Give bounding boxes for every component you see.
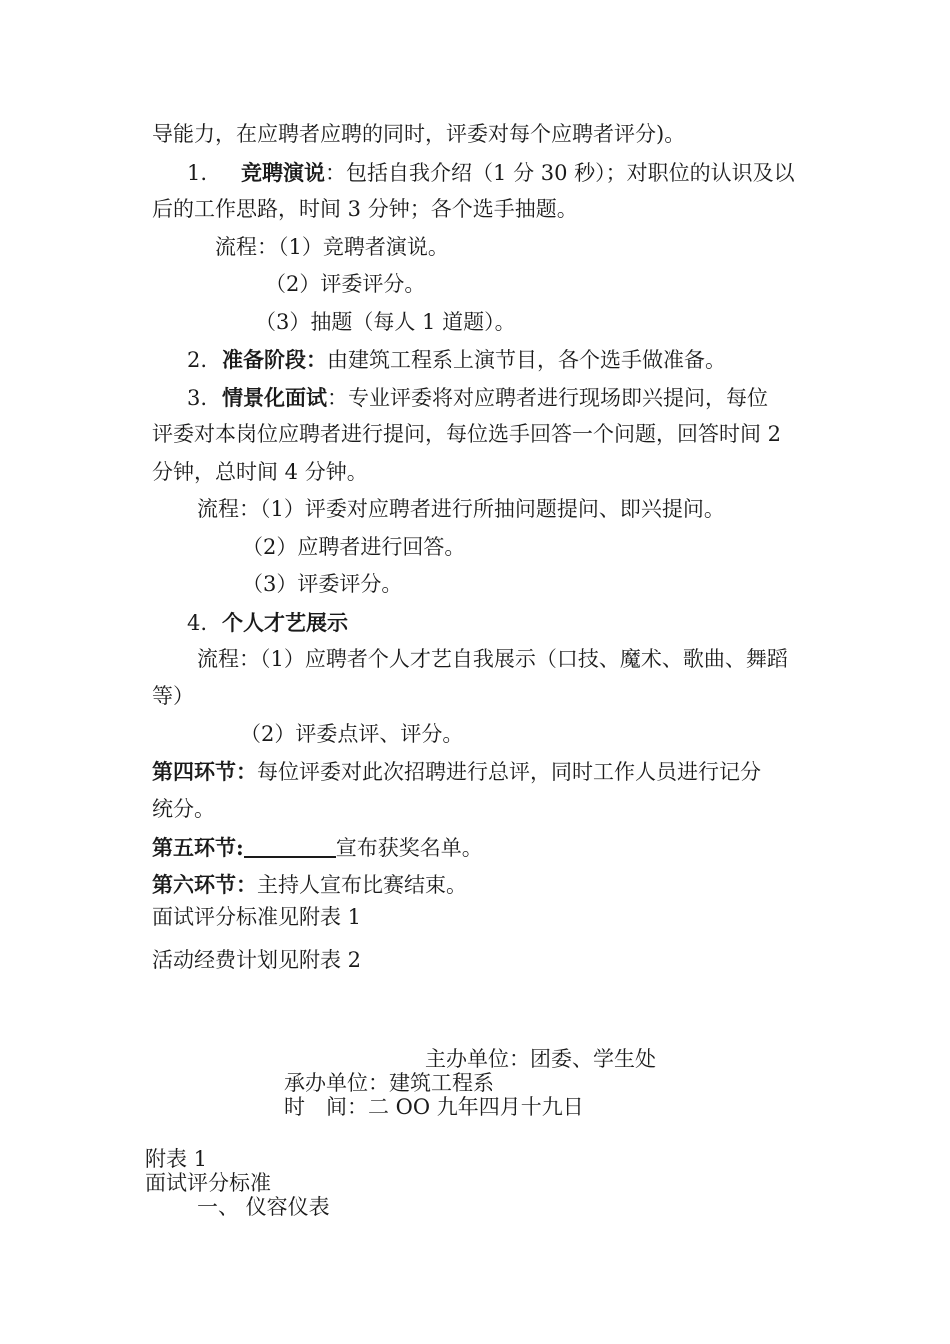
section-title: 第六环节： bbox=[152, 872, 257, 897]
organizer-line: 主办单位：团委、学生处 bbox=[425, 1047, 656, 1071]
paragraph-line: 导能力，在应聘者应聘的同时，评委对每个应聘者评分)。 bbox=[152, 122, 686, 146]
section-title: 第四环节： bbox=[152, 759, 257, 784]
section-four bbox=[152, 761, 761, 783]
flow-step: （2）应聘者进行回答。 bbox=[242, 535, 466, 559]
list-number: 1. bbox=[187, 161, 208, 185]
section-title: 第五环节: bbox=[152, 835, 244, 860]
flow-step: （3）评委评分。 bbox=[242, 572, 403, 596]
list-item-2 bbox=[187, 349, 726, 371]
co-organizer-line: 承办单位：建筑工程系 bbox=[284, 1071, 494, 1095]
flow-step: 流程：（1）应聘者个人才艺自我展示（口技、魔术、歌曲、舞蹈 bbox=[197, 647, 788, 671]
list-number: 4. bbox=[187, 611, 208, 635]
paragraph-line: 等） bbox=[152, 684, 194, 708]
list-number: 2. bbox=[187, 348, 208, 372]
item-text: ：专业评委将对应聘者进行现场即兴提问，每位 bbox=[327, 386, 769, 410]
paragraph-line: 后的工作思路，时间 3 分钟；各个选手抽题。 bbox=[152, 197, 578, 221]
list-number: 3. bbox=[187, 386, 208, 410]
item-title: 个人才艺展示 bbox=[222, 610, 349, 635]
attachment-note: 活动经费计划见附表 2 bbox=[152, 948, 362, 972]
blank-underline bbox=[244, 836, 336, 858]
flow-step: 流程：（1）竞聘者演说。 bbox=[215, 235, 449, 259]
date-line: 时 间：二 OO 九年四月十九日 bbox=[284, 1095, 584, 1119]
list-item-1 bbox=[187, 162, 800, 184]
section-text: 每位评委对此次招聘进行总评，同时工作人员进行记分 bbox=[257, 760, 761, 784]
section-text: 主持人宣布比赛结束。 bbox=[257, 873, 467, 897]
item-title: 准备阶段： bbox=[222, 347, 328, 372]
list-item-3 bbox=[187, 387, 800, 409]
flow-step: 流程：（1）评委对应聘者进行所抽问题提问、即兴提问。 bbox=[197, 497, 725, 521]
section-five bbox=[152, 836, 483, 859]
item-title: 情景化面试 bbox=[222, 385, 328, 410]
section-six bbox=[152, 874, 467, 896]
item-text: ：包括自我介绍（1 分 30 秒）；对职位的认识及以 bbox=[325, 161, 795, 185]
item-text: 由建筑工程系上演节目，各个选手做准备。 bbox=[327, 348, 727, 372]
item-title: 竞聘演说 bbox=[241, 160, 326, 185]
flow-step: （3）抽题（每人 1 道题）。 bbox=[255, 310, 516, 334]
appendix-section: 一、 仪容仪表 bbox=[197, 1195, 330, 1219]
flow-step: （2）评委点评、评分。 bbox=[240, 722, 464, 746]
section-text: 宣布获奖名单。 bbox=[335, 836, 483, 860]
appendix-label: 附表 1 bbox=[145, 1147, 208, 1171]
list-item-4 bbox=[187, 612, 348, 634]
paragraph-line: 分钟，总时间 4 分钟。 bbox=[152, 460, 368, 484]
flow-step: （2）评委评分。 bbox=[265, 272, 426, 296]
appendix-title: 面试评分标准 bbox=[145, 1171, 271, 1195]
paragraph-line: 评委对本岗位应聘者进行提问，每位选手回答一个问题，回答时间 2 bbox=[152, 422, 782, 446]
paragraph-line: 统分。 bbox=[152, 797, 215, 821]
attachment-note: 面试评分标准见附表 1 bbox=[152, 905, 362, 929]
